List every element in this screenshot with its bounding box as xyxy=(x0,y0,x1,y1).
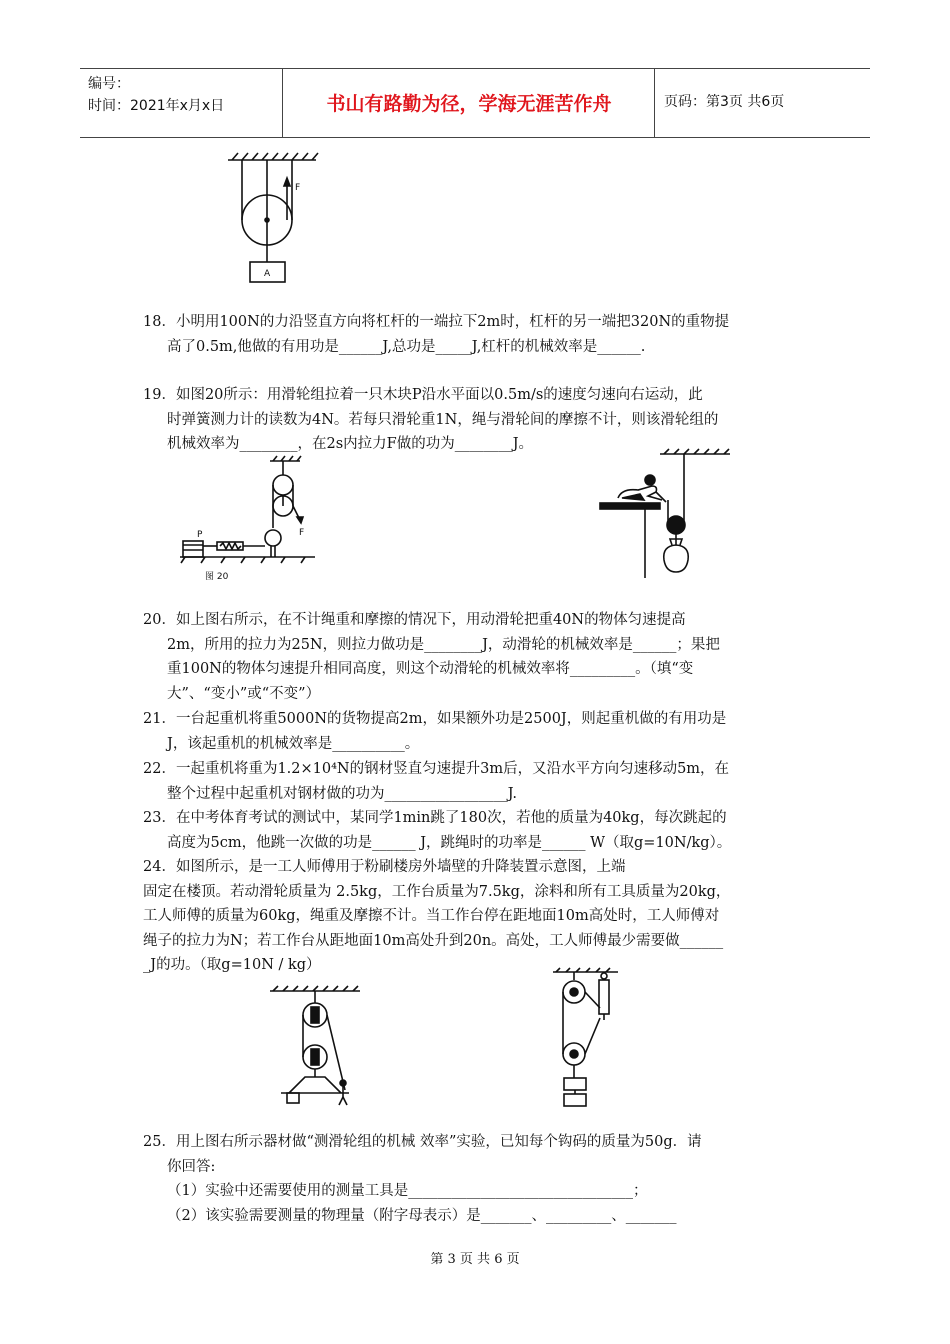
motto: 书山有路勤为径，学海无涯苦作舟 xyxy=(326,93,612,115)
label-a: A xyxy=(264,269,271,279)
header-divider xyxy=(282,69,283,137)
label-f20: F xyxy=(299,528,305,538)
question-22: 22．一起重机将重为1.2×10⁴N的钢材竖直匀速提升3m后，又沿水平方向匀速移动5m，在 整个过程中起重机对钢材做的功为_________________J. xyxy=(143,761,730,802)
movable-pulley-figure xyxy=(600,450,740,582)
number-label: 编号： xyxy=(88,76,130,92)
date-label: 时间：2021年x月x日 xyxy=(88,98,225,114)
label-p: P xyxy=(197,530,203,540)
question-20: 20．如上图右所示，在不计绳重和摩擦的情况下，用动滑轮把重40N的物体匀速提高 2m，所用的拉力为25N，则拉力做功是________J，动滑轮的机械效率是______；果把 重100N的物体匀速提升相同高度，则这个动滑轮的机械效率将_________。（填“变 大”、“变小”或“不变”） xyxy=(143,612,720,702)
question-21: 21．一台起重机将重5000N的货物提高2m，如果额外功是2500J，则起重机做的有用功是 J，该起重机的机械效率是__________。 xyxy=(143,711,727,752)
question-24: 24．如图所示，是一工人师傅用于粉刷楼房外墙壁的升降装置示意图，上端 固定在楼顶。若动滑轮质量为 2.5kg，工作台质量为7.5kg，涂料和所有工具质量为20kg， 工人师傅的质量为60kg，绳重及摩擦不计。当工作台停在距地面10m高处时，工人师傅对 绳子的拉力为N；若工作台从距地面10m高处升到20n。高处，工人师傅最少需要做______ _J的功。（取g=10N / kg） xyxy=(143,859,731,973)
question-19: 19．如图20所示：用滑轮组拉着一只木块P沿水平面以0.5m/s的速度匀速向右运动，此 时弹簧测力计的读数为4N。若每只滑轮重1N，绳与滑轮间的摩擦不计，则该滑轮组的 机械效率为________，在2s内拉力F做的功为________J。 xyxy=(143,387,719,452)
page-header xyxy=(80,68,870,138)
figure-20 xyxy=(175,455,325,585)
lifting-platform-figure xyxy=(265,985,365,1110)
question-25: 25．用上图右所示器材做“测滑轮组的机械 效率”实验，已知每个钩码的质量为50g．请 你回答: （1）实验中还需要使用的测量工具是_______________________________； （2）该实验需要测量的物理量（附字母表示）是_______、_________、_______ xyxy=(143,1134,702,1224)
header-left xyxy=(88,73,224,117)
page-label: 页码：第3页 共6页 xyxy=(664,94,785,110)
question-23: 23．在中考体育考试的测试中，某同学1min跳了180次，若他的质量为40kg，每次跳起的 高度为5cm，他跳一次做的功是______ J，跳绳时的功率是______ W（取g=10N/kg）。 xyxy=(143,810,732,851)
fig20-caption: 图 20 xyxy=(205,572,229,582)
label-f: F xyxy=(295,183,301,193)
header-divider xyxy=(654,69,655,137)
page-footer: 第 3 页 共 6 页 xyxy=(430,1252,520,1267)
question-18: 18．小明用100N的力沿竖直方向将杠杆的一端拉下2m时，杠杆的另一端把320N的重物提 高了0.5m,他做的有用功是______J,总功是_____J,杠杆的机械效率是______. xyxy=(143,314,730,355)
fixed-pulley-figure xyxy=(220,150,330,290)
pulley-experiment-figure xyxy=(548,968,628,1113)
